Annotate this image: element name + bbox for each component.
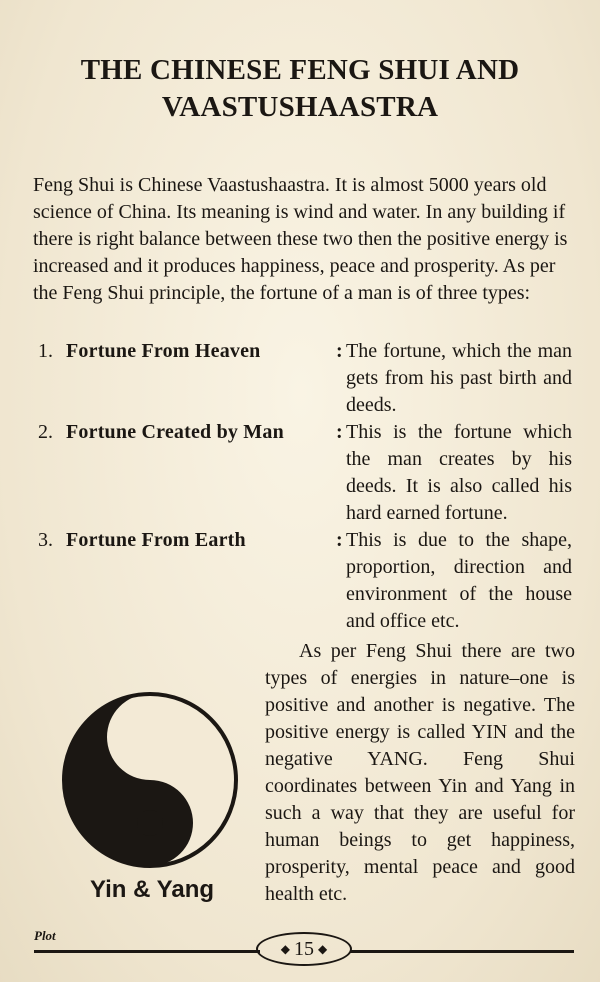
fortune-description: The fortune, which the man gets from his past birth and deeds. bbox=[346, 340, 572, 416]
title-line-2: VAASTUSHAASTRA bbox=[161, 91, 439, 123]
fortune-colon: : bbox=[336, 421, 343, 443]
intro-paragraph: Feng Shui is Chinese Vaastushaastra. It is almost 5000 years old science of China. Its meaning is wind and water. In any building if there is right balance between these two then the positive energy is increased and it produces happiness, peace and prosperity. As per the Feng Shui principle, the fortune of a man is of three types: bbox=[33, 174, 568, 304]
energy-paragraph bbox=[265, 638, 575, 908]
fortune-name: Fortune From Earth bbox=[66, 529, 246, 551]
diamond-icon: ◆ bbox=[318, 941, 328, 956]
fortune-item-heaven bbox=[38, 338, 578, 419]
fortune-number: 2. bbox=[38, 421, 53, 443]
fortune-name: Fortune From Heaven bbox=[66, 340, 261, 362]
footer-plot-label: Plot bbox=[34, 928, 56, 943]
fortune-item-earth bbox=[38, 527, 578, 635]
page-title bbox=[30, 52, 570, 126]
footer-rule-right bbox=[350, 950, 574, 953]
yin-yang-caption: Yin & Yang bbox=[89, 876, 215, 903]
fortune-number: 1. bbox=[38, 340, 53, 362]
page-number: 15 bbox=[294, 937, 314, 960]
fortune-colon: : bbox=[336, 529, 343, 551]
fortune-colon: : bbox=[336, 340, 343, 362]
fortune-item-man bbox=[38, 419, 578, 527]
fortune-description: This is the fortune which the man creates by his deeds. It is also called his hard earned fortune. bbox=[346, 421, 572, 524]
fortune-number: 3. bbox=[38, 529, 53, 551]
diamond-icon: ◆ bbox=[280, 941, 290, 956]
page-number-badge bbox=[256, 932, 352, 966]
fortune-description: This is due to the shape, proportion, direction and environment of the house and office etc. bbox=[346, 529, 572, 632]
yin-yang-icon bbox=[58, 690, 248, 870]
energy-paragraph-text: As per Feng Shui there are two types of energies in nature–one is positive and another is negative. The positive energy is called YIN and the negative YANG. Feng Shui coordinates between Yin and Yang in such a way that they are useful for human beings to get happiness, prosperity, mental peace and good health etc. bbox=[265, 640, 575, 905]
page-footer bbox=[34, 928, 574, 968]
title-line-1: THE CHINESE FENG SHUI AND bbox=[80, 54, 520, 86]
fortune-list bbox=[38, 338, 578, 635]
footer-rule-left bbox=[34, 950, 260, 953]
fortune-name: Fortune Created by Man bbox=[66, 421, 284, 443]
